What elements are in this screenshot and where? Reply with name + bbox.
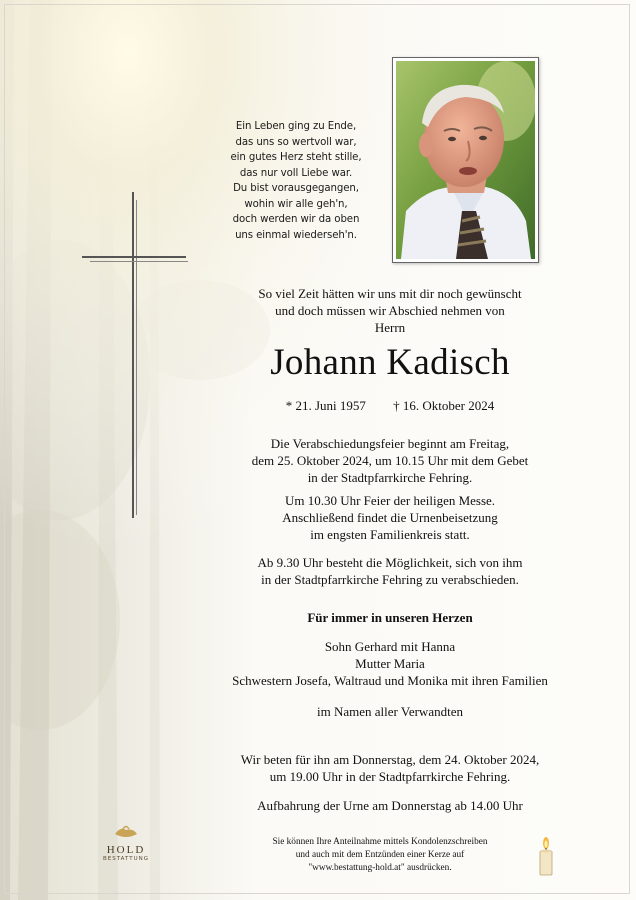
- option-line: Ab 9.30 Uhr besteht die Möglichkeit, sich von ihm: [257, 555, 523, 570]
- portrait-photo: [392, 57, 539, 263]
- footer-line: "www.bestattung-hold.at" ausdrücken.: [308, 863, 452, 873]
- logo-subtitle: BESTATTUNG: [102, 856, 150, 862]
- farewell-option-text: [190, 554, 590, 588]
- prayer-text: [190, 751, 590, 785]
- poem-line: doch werden wir da oben: [232, 214, 360, 225]
- intro-line: Herrn: [374, 320, 406, 335]
- poem-line: uns einmal wiederseh'n.: [235, 229, 357, 241]
- poem-line: wohin wir alle geh'n,: [244, 198, 348, 210]
- mass-text: [190, 492, 590, 543]
- death-date: † 16. Oktober 2024: [393, 398, 495, 413]
- forever-heading: Für immer in unseren Herzen: [307, 610, 473, 625]
- intro-line: So viel Zeit hätten wir uns mit dir noch gewünscht: [258, 286, 522, 301]
- farewell-line: dem 25. Oktober 2024, um 10.15 Uhr mit dem Gebet: [251, 453, 529, 468]
- family-line: Mutter Maria: [355, 656, 425, 671]
- farewell-line: in der Stadtpfarrkirche Fehring.: [307, 470, 473, 485]
- life-dates: [190, 397, 590, 414]
- condolence-footer: [230, 836, 530, 875]
- relatives-text: im Namen aller Verwandten: [317, 704, 463, 719]
- prayer-line: Wir beten für ihn am Donnerstag, dem 24. Oktober 2024,: [240, 752, 540, 767]
- poem-line: das nur voll Liebe war.: [239, 167, 353, 179]
- poem: [214, 119, 378, 243]
- family-line: Schwestern Josefa, Waltraud und Monika mit ihren Familien: [232, 673, 548, 688]
- farewell-line: Die Verabschiedungsfeier beginnt am Freitag,: [270, 436, 510, 451]
- prayer-line: um 19.00 Uhr in der Stadtpfarrkirche Fehring.: [269, 769, 511, 784]
- farewell-ceremony-text: [190, 435, 590, 486]
- birth-date: * 21. Juni 1957: [285, 398, 366, 413]
- poem-line: ein gutes Herz steht stille,: [230, 152, 362, 163]
- portrait-image: [396, 61, 535, 259]
- logo-emblem-icon: [113, 824, 139, 840]
- viewing-text: Aufbahrung der Urne am Donnerstag ab 14.00 Uhr: [257, 798, 523, 813]
- poem-line: Du bist vorausgegangen,: [233, 183, 359, 194]
- footer-line: Sie können Ihre Anteilnahme mittels Kondolenzschreiben: [272, 837, 488, 847]
- mass-line: im engsten Familienkreis statt.: [310, 527, 470, 542]
- logo-name: HOLD: [106, 844, 146, 856]
- mass-line: Anschließend findet die Urnenbeisetzung: [282, 510, 498, 525]
- intro-line: und doch müssen wir Abschied nehmen von: [275, 303, 505, 318]
- deceased-name: Johann Kadisch: [270, 342, 510, 383]
- family-line: Sohn Gerhard mit Hanna: [324, 639, 456, 654]
- intro-text: [190, 285, 590, 336]
- footer-line: und auch mit dem Entzünden einer Kerze auf: [295, 850, 465, 860]
- mass-line: Um 10.30 Uhr Feier der heiligen Messe.: [284, 493, 496, 508]
- poem-line: das uns so wertvoll war,: [235, 136, 357, 148]
- poem-line: Ein Leben ging zu Ende,: [235, 121, 357, 132]
- cross-icon: [80, 190, 190, 520]
- family-list: [190, 638, 590, 689]
- candle-icon: [536, 837, 556, 877]
- option-line: in der Stadtpfarrkirche Fehring zu verabschieden.: [261, 572, 519, 587]
- hold-bestattung-logo: [96, 824, 156, 862]
